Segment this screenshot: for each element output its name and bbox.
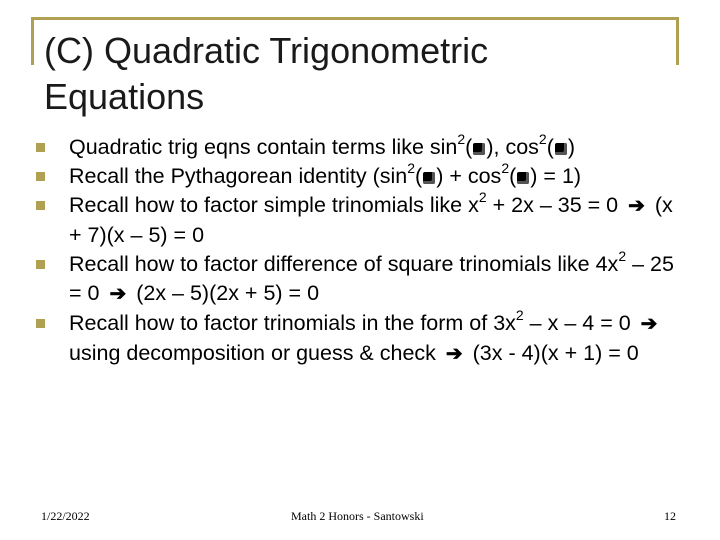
- square-bullet-icon: [36, 319, 45, 328]
- right-arrow-icon: ➔: [628, 195, 645, 217]
- bullet-item: [36, 247, 676, 309]
- footer-date: 1/22/2022: [41, 509, 90, 523]
- square-bullet-icon: [36, 143, 45, 152]
- black-square-icon: [555, 143, 567, 155]
- bullet-item: [36, 159, 676, 191]
- right-arrow-icon: ➔: [109, 283, 127, 305]
- title-frame-top: [31, 17, 679, 20]
- right-arrow-icon: ➔: [640, 313, 658, 335]
- title-frame-right: [676, 17, 679, 65]
- bullet-item: [36, 306, 676, 369]
- black-square-icon: [423, 172, 435, 184]
- square-bullet-icon: [36, 201, 45, 210]
- title-line-1: (C) Quadratic Trigonometric: [44, 30, 489, 71]
- bullet-text: Recall the Pythagorean identity ($\sin^2$( ) + $\cos^2$( ) = 1): [69, 159, 582, 188]
- bullet-item: [36, 188, 676, 250]
- footer-page-number: 12: [664, 509, 676, 523]
- black-square-icon: [473, 143, 485, 155]
- bullet-text: Recall how to factor difference of square trinomials like $4x^2 - 25 = 0$ ➔ (2x – 5)(2x + 5) = 0: [69, 252, 674, 305]
- bullet-text: Recall how to factor trinomials in the form of $3x^2 - x - 4 = 0$ ➔ using decomposition or guess & check ➔ (3x - 4)(x + 1) = 0: [69, 311, 661, 365]
- square-bullet-icon: [36, 172, 45, 181]
- square-bullet-icon: [36, 260, 45, 269]
- bullet-list: [36, 130, 676, 369]
- title-frame-left: [31, 17, 34, 65]
- black-square-icon: [517, 172, 529, 184]
- title-line-2: Equations: [44, 76, 205, 117]
- footer-course: Math 2 Honors - Santowski: [291, 509, 424, 523]
- bullet-text: Quadratic trig eqns contain terms like $\sin^2$( ), $\cos^2$( ): [69, 130, 576, 159]
- bullet-item: [36, 130, 676, 162]
- bullet-text: Recall how to factor simple trinomials like $x^2 + 2x - 35 = 0$ ➔ (x + 7)(x – 5) = 0: [69, 188, 673, 247]
- slide-title: [44, 28, 644, 120]
- right-arrow-icon: ➔: [445, 343, 463, 365]
